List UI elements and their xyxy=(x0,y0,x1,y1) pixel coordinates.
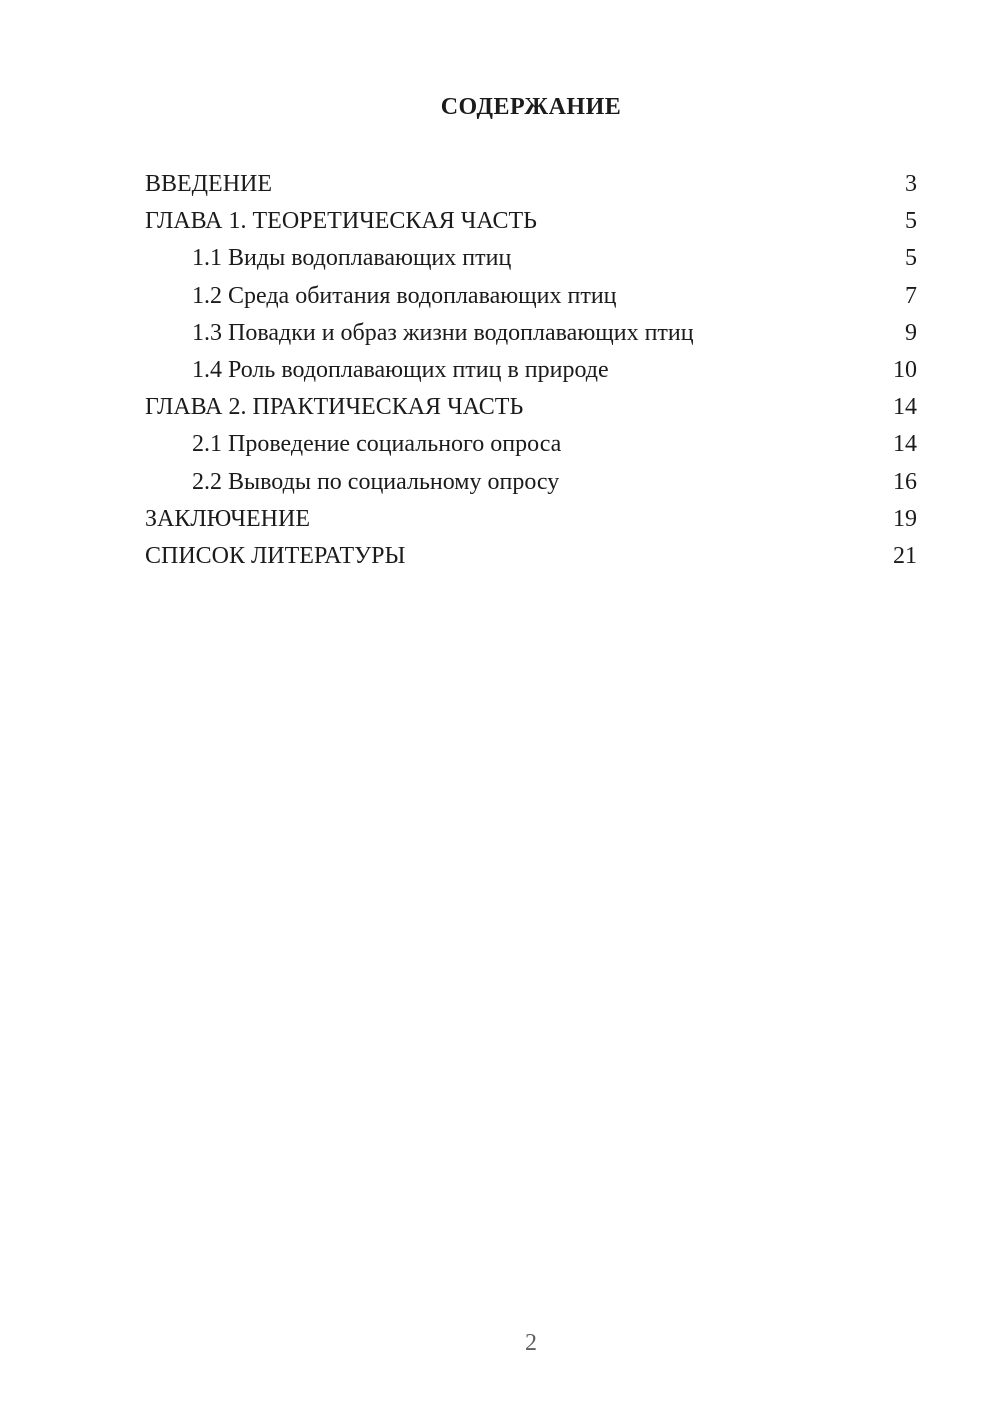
toc-entry[interactable] xyxy=(145,426,917,463)
toc-entry-label: ГЛАВА 1. ТЕОРЕТИЧЕСКАЯ ЧАСТЬ xyxy=(145,208,537,235)
toc-entry-page-number: 5 xyxy=(905,245,917,272)
toc-entry[interactable] xyxy=(145,501,917,538)
toc-entry-label: ГЛАВА 2. ПРАКТИЧЕСКАЯ ЧАСТЬ xyxy=(145,394,524,421)
toc-entry[interactable] xyxy=(145,315,917,352)
toc-entry-page-number: 14 xyxy=(893,394,917,421)
toc-entry-page-number: 5 xyxy=(905,208,917,235)
table-of-contents xyxy=(145,166,917,575)
toc-entry-label: ВВЕДЕНИЕ xyxy=(145,171,273,198)
toc-entry-label: СПИСОК ЛИТЕРАТУРЫ xyxy=(145,542,406,569)
toc-entry[interactable] xyxy=(145,464,917,501)
toc-entry[interactable] xyxy=(145,538,917,575)
toc-entry[interactable] xyxy=(145,352,917,389)
toc-entry-page-number: 19 xyxy=(893,505,917,532)
toc-entry-page-number: 10 xyxy=(893,357,917,384)
toc-entry-page-number: 7 xyxy=(905,282,917,309)
toc-entry-label: 1.1 Виды водоплавающих птиц xyxy=(192,245,512,272)
toc-entry[interactable] xyxy=(145,389,917,426)
toc-entry-label: ЗАКЛЮЧЕНИЕ xyxy=(145,505,310,532)
page-number: 2 xyxy=(525,1330,537,1356)
toc-entry[interactable] xyxy=(145,278,917,315)
toc-entry-page-number: 9 xyxy=(905,319,917,346)
page-footer xyxy=(145,1330,917,1357)
page-title: СОДЕРЖАНИЕ xyxy=(440,94,622,120)
toc-entry-page-number: 14 xyxy=(893,431,917,458)
toc-entry-label: 2.2 Выводы по социальному опросу xyxy=(192,468,560,495)
toc-entry[interactable] xyxy=(145,166,917,203)
toc-entry-label: 1.3 Повадки и образ жизни водоплавающих птиц xyxy=(192,319,694,346)
toc-entry-label: 1.2 Среда обитания водоплавающих птиц xyxy=(192,282,617,309)
toc-entry-page-number: 16 xyxy=(893,468,917,495)
toc-entry-page-number: 3 xyxy=(905,171,917,198)
toc-entry[interactable] xyxy=(145,240,917,277)
toc-entry[interactable] xyxy=(145,203,917,240)
toc-entry-label: 1.4 Роль водоплавающих птиц в природе xyxy=(192,357,609,384)
toc-entry-label: 2.1 Проведение социального опроса xyxy=(192,431,562,458)
toc-entry-page-number: 21 xyxy=(893,542,917,569)
